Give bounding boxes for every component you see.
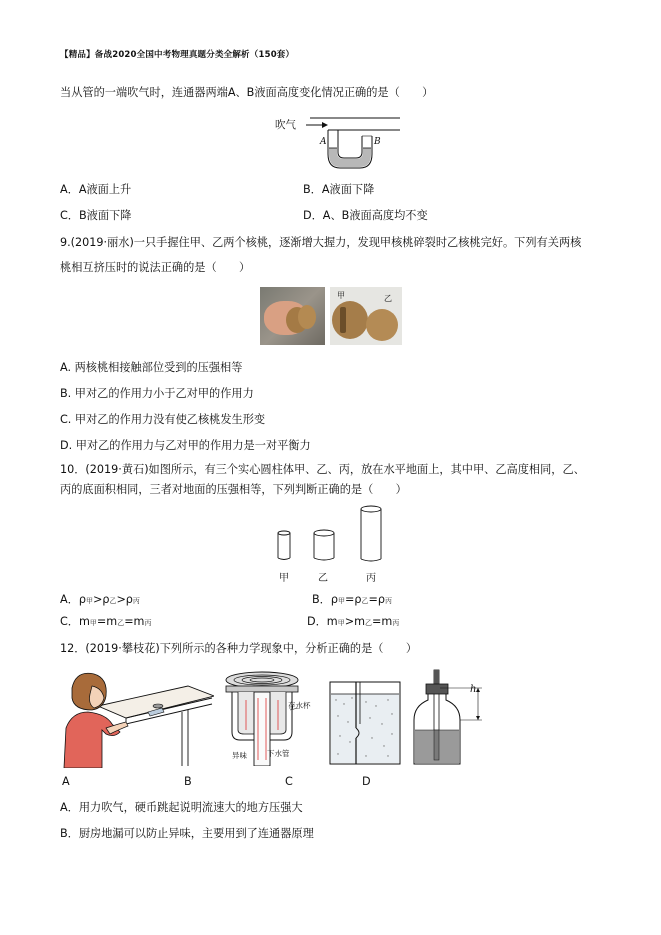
- q8-option-b: B．A液面下降: [303, 183, 375, 196]
- q12-fig-b-pipe-label: 下水管: [267, 749, 290, 758]
- q10-option-c: [60, 615, 151, 630]
- q8-fig-b-label: B: [374, 137, 381, 147]
- q12-fig-label-a: A: [62, 775, 70, 788]
- q10-opt-d-sub3: 丙: [392, 619, 400, 627]
- q12-fig-c-water-container: [326, 676, 404, 766]
- q8-fig-blow-label: 吹气: [275, 119, 296, 131]
- q10-opt-d-sub1: 甲: [337, 619, 345, 627]
- q8-option-a: A．A液面上升: [60, 183, 132, 196]
- q8-option-c: C．B液面下降: [60, 209, 132, 222]
- q12-fig-a-blowing-coin: [62, 668, 214, 768]
- q10-fig-jia-label: 甲: [279, 573, 289, 584]
- q8-fig-a-label: A: [320, 137, 327, 147]
- q10-opt-a-mid2: >ρ: [116, 593, 133, 606]
- q10-fig-yi-label: 乙: [318, 573, 328, 584]
- q10-opt-d-mid1: >m: [344, 615, 365, 628]
- q12-option-b: B．厨房地漏可以防止异味，主要用到了连通器原理: [60, 827, 314, 840]
- q12-fig-b-odor-label: 异味: [232, 751, 247, 760]
- q12-stem: 12．(2019·攀枝花)下列所示的各种力学现象中，分析正确的是（ ）: [60, 642, 418, 655]
- q12-fig-label-c: C: [285, 775, 293, 788]
- q10-opt-c-mid2: =m: [124, 615, 145, 628]
- q10-opt-b-mid2: =ρ: [368, 593, 385, 606]
- q9-fig-yi-label: 乙: [384, 294, 392, 303]
- q10-opt-a-sub2: 乙: [109, 597, 117, 605]
- q10-opt-b-text: B．ρ: [312, 593, 338, 606]
- q10-opt-a-mid1: >ρ: [92, 593, 110, 606]
- q9-option-b: B. 甲对乙的作用力小于乙对甲的作用力: [60, 387, 254, 400]
- q10-opt-d-sub2: 乙: [364, 619, 372, 627]
- q10-option-a: [60, 593, 140, 608]
- q8-stem: 当从管的一端吹气时，连通器两端A、B液面高度变化情况正确的是（ ）: [60, 86, 434, 99]
- q9-hand-walnut-photo: [260, 287, 325, 345]
- q10-opt-c-sub3: 丙: [144, 619, 152, 627]
- q10-opt-b-mid1: =ρ: [344, 593, 362, 606]
- q10-opt-d-text: D．m: [307, 615, 338, 628]
- q10-opt-b-sub1: 甲: [337, 597, 345, 605]
- q10-stem-line1: 10．(2019·黄石)如图所示，有三个实心圆柱体甲、乙、丙，放在水平地面上，其中甲、乙高度相同，乙、: [60, 463, 585, 476]
- q10-opt-a-sub3: 丙: [132, 597, 140, 605]
- q10-opt-b-sub3: 丙: [384, 597, 392, 605]
- q9-fig-jia-label: 甲: [337, 291, 345, 300]
- q9-stem-line2: 桃相互挤压时的说法正确的是（ ）: [60, 261, 251, 274]
- page-header: 【精品】备战2020全国中考物理真题分类全解析（150套）: [60, 50, 295, 60]
- q10-opt-a-text: A．ρ: [60, 593, 86, 606]
- q9-option-a: A. 两核桃相接触部位受到的压强相等: [60, 361, 243, 374]
- q10-opt-d-mid2: =m: [371, 615, 393, 628]
- q10-opt-c-text: C．m: [60, 615, 90, 628]
- q8-option-d: D．A、B液面高度均不变: [303, 209, 428, 222]
- q12-fig-d-bottle: [410, 668, 495, 768]
- q10-opt-c-sub1: 甲: [89, 619, 97, 627]
- q12-fig-b-cup-label: 存水杯: [288, 701, 311, 710]
- q9-option-d: D. 甲对乙的作用力与乙对甲的作用力是一对平衡力: [60, 439, 311, 452]
- q10-stem-line2: 丙的底面积相同，三者对地面的压强相等，下列判断正确的是（ ）: [60, 483, 407, 496]
- q10-opt-c-mid1: =m: [96, 615, 118, 628]
- q12-fig-d-h-label: h: [470, 684, 477, 695]
- q10-opt-b-sub2: 乙: [361, 597, 369, 605]
- q12-fig-label-b: B: [184, 775, 192, 788]
- q12-option-a: A．用力吹气，硬币跳起说明流速大的地方压强大: [60, 801, 303, 814]
- q10-opt-c-sub2: 乙: [117, 619, 125, 627]
- q12-fig-label-d: D: [362, 775, 371, 788]
- q10-option-b: [312, 593, 392, 608]
- q10-opt-a-sub1: 甲: [85, 597, 93, 605]
- q10-option-d: [307, 615, 399, 630]
- q10-fig-bing-label: 丙: [366, 573, 376, 584]
- q9-stem-line1: 9.(2019·丽水)一只手握住甲、乙两个核桃，逐渐增大握力，发现甲核桃碎裂时乙核桃完好。下列有关两核: [60, 236, 582, 249]
- q10-cylinders-figure: [270, 502, 400, 570]
- q9-option-c: C. 甲对乙的作用力没有使乙核桃发生形变: [60, 413, 266, 426]
